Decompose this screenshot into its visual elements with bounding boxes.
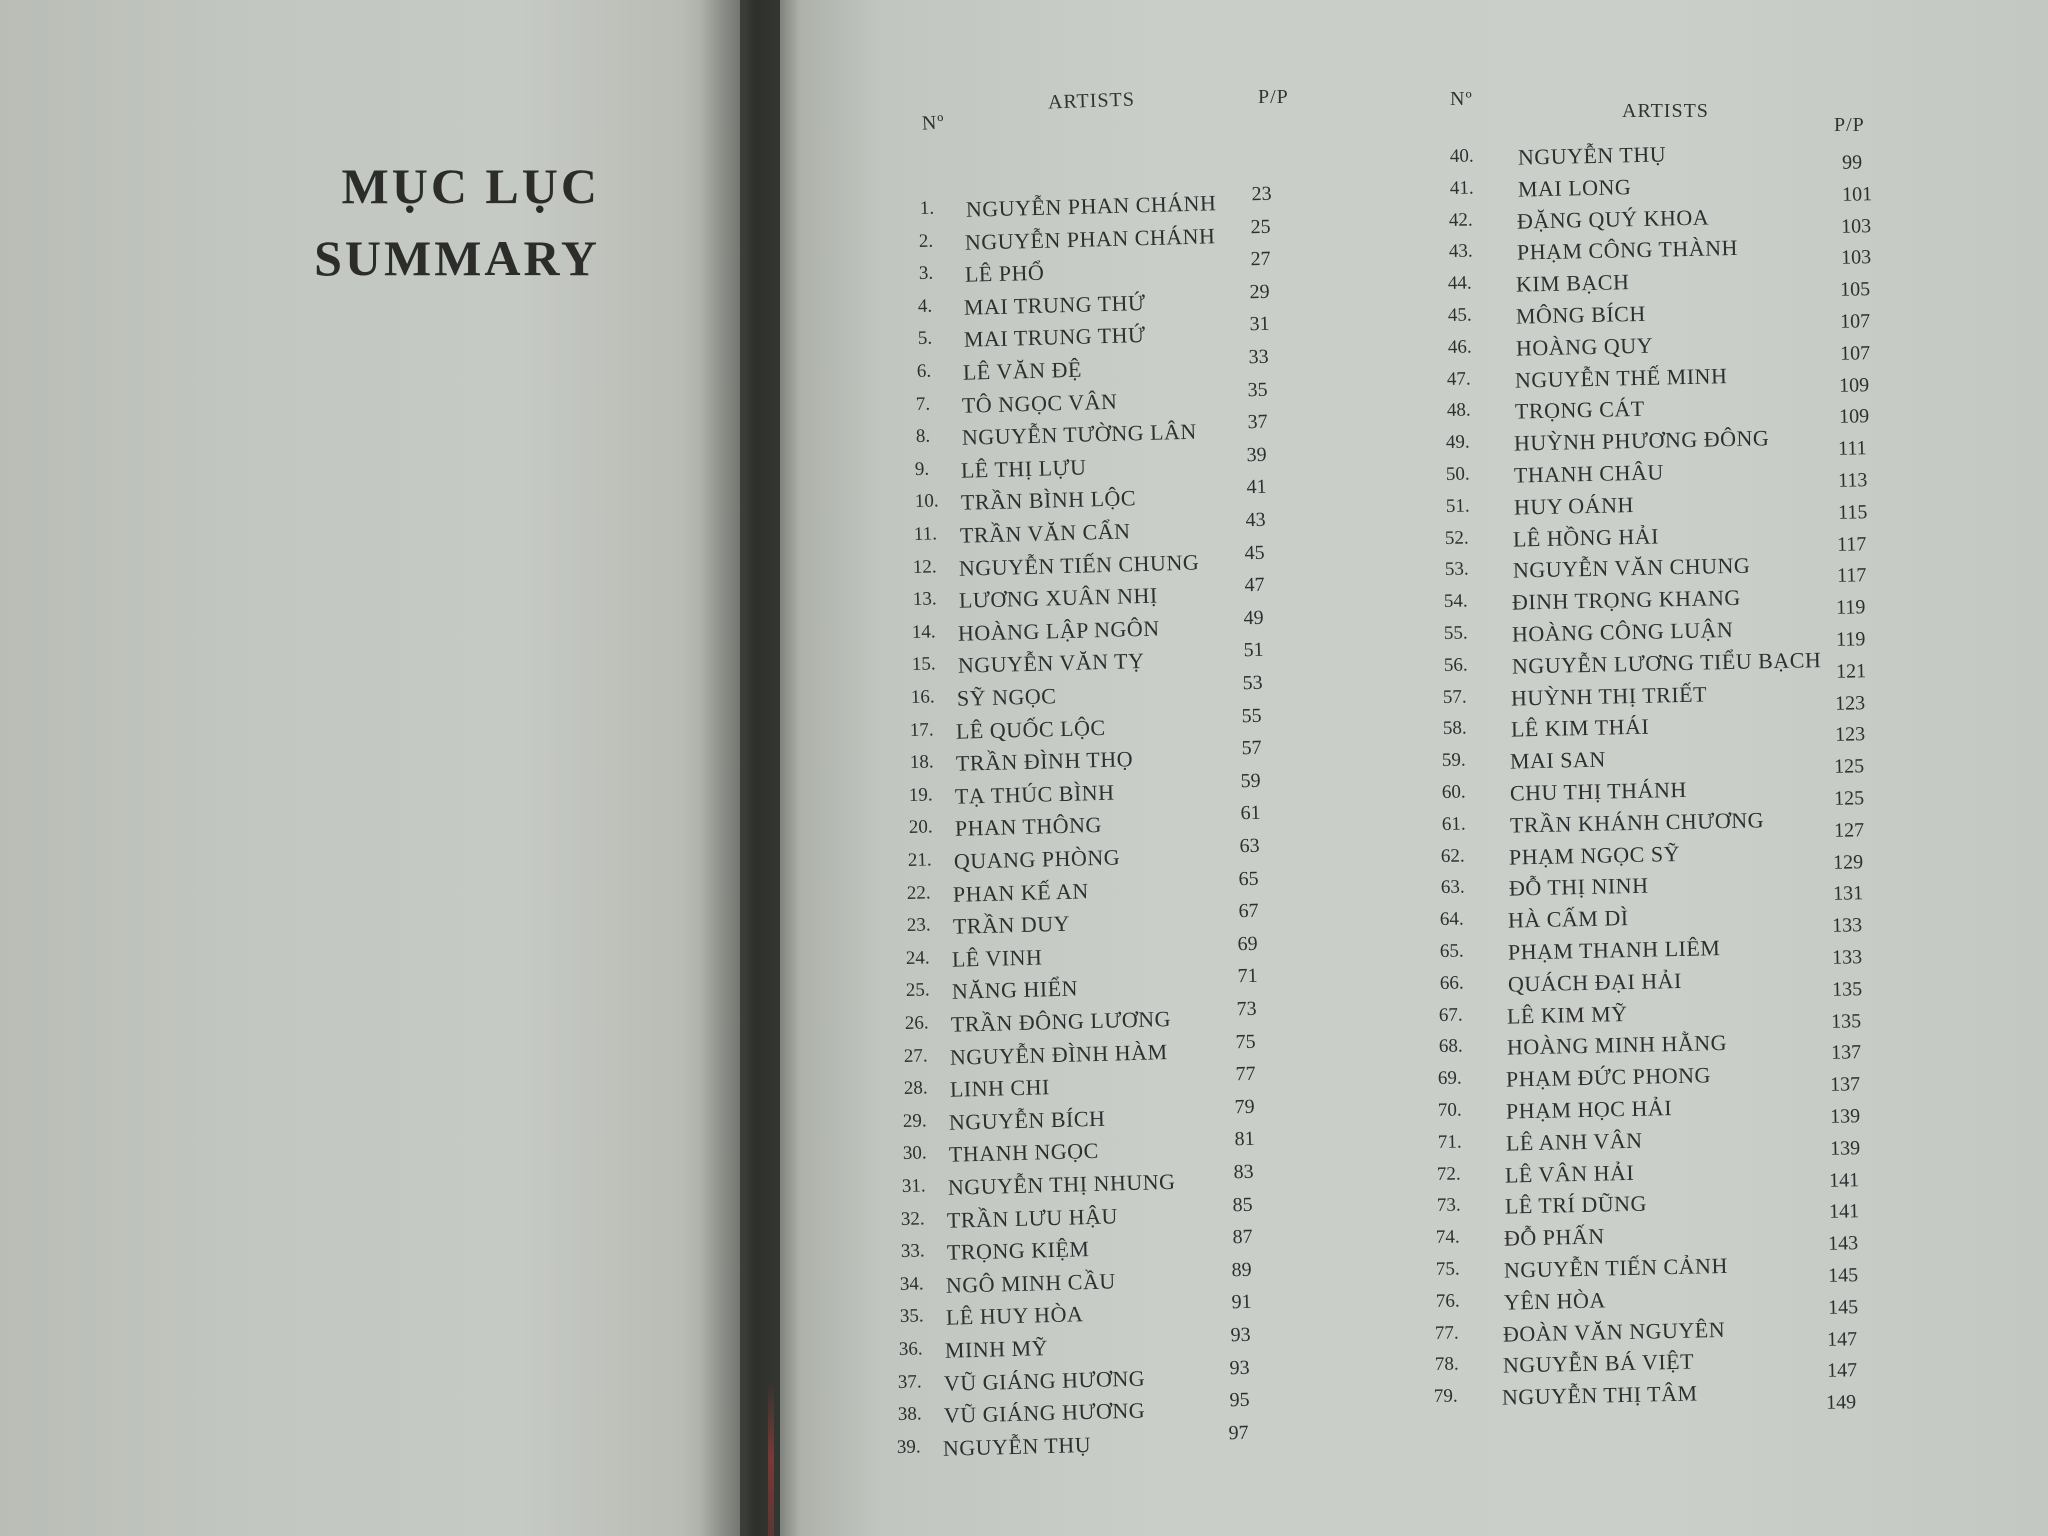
entry-number: 51. [1445, 495, 1470, 517]
artist-name: NGUYỄN BÍCH [948, 1105, 1106, 1135]
entry-number: 17. [909, 718, 935, 741]
artist-name: THANH CHÂU [1513, 459, 1664, 488]
toc-entry [1434, 1316, 1858, 1353]
artist-name: LÊ KIM THÁI [1510, 714, 1650, 742]
entry-number: 22. [906, 881, 932, 904]
page-number: 55 [1241, 704, 1263, 727]
entry-number: 4. [917, 295, 933, 317]
title-english: SUMMARY [314, 230, 600, 286]
toc-entry [1438, 1000, 1862, 1035]
artist-name: NĂNG HIỂN [951, 975, 1078, 1005]
artist-name: NGUYỄN PHAN CHÁNH [965, 190, 1217, 222]
entry-number: 62. [1440, 845, 1466, 867]
entry-number: 45. [1447, 304, 1472, 326]
page-number: 117 [1837, 532, 1867, 556]
entry-number: 37. [897, 1370, 923, 1393]
artist-name: VŨ GIÁNG HƯƠNG [943, 1365, 1146, 1396]
entry-number: 42. [1448, 209, 1474, 231]
entry-number: 65. [1439, 940, 1464, 962]
page-number: 131 [1832, 882, 1864, 906]
page-number: 35 [1247, 378, 1269, 401]
page-number: 69 [1237, 932, 1259, 956]
artist-name: NGUYỄN VĂN TỴ [957, 648, 1145, 679]
entry-number: 64. [1440, 908, 1465, 931]
page-number: 141 [1828, 1200, 1860, 1224]
toc-entry [1440, 840, 1864, 876]
artist-name: LÊ VINH [951, 944, 1043, 972]
entry-number: 29. [902, 1110, 928, 1132]
page-number: 87 [1232, 1225, 1253, 1249]
entry-number: 33. [900, 1240, 925, 1263]
page-number: 91 [1230, 1291, 1252, 1314]
toc-entry [1447, 300, 1871, 335]
page-number: 139 [1829, 1105, 1861, 1128]
entry-number: 34. [899, 1273, 925, 1295]
toc-entry [1444, 584, 1867, 621]
page-number: 49 [1243, 606, 1265, 630]
artist-name: TRẦN DUY [952, 910, 1071, 939]
entry-number: 25. [905, 979, 930, 1002]
artist-name: HOÀNG MINH HẰNG [1506, 1030, 1728, 1060]
page-number: 147 [1827, 1327, 1858, 1351]
page-number: 135 [1831, 1009, 1862, 1033]
artist-name: NGUYỄN TƯỜNG LÂN [961, 418, 1197, 450]
entry-number: 67. [1438, 1004, 1464, 1026]
page-number: 107 [1839, 310, 1871, 333]
entry-number: 11. [913, 523, 938, 545]
artist-name: TRẦN ĐÌNH THỌ [955, 746, 1134, 776]
entry-number: 79. [1434, 1385, 1459, 1408]
page-number: 93 [1229, 1356, 1251, 1379]
page-number: 93 [1230, 1323, 1251, 1347]
artist-name: MAI SAN [1510, 746, 1607, 774]
artist-name: ĐOÀN VĂN NGUYÊN [1502, 1316, 1726, 1347]
artist-name: LÊ HUY HÒA [945, 1301, 1084, 1331]
entry-number: 53. [1444, 558, 1469, 581]
entry-number: 71. [1437, 1131, 1462, 1153]
page-number: 129 [1833, 850, 1864, 874]
entry-number: 30. [902, 1142, 927, 1165]
page-number: 65 [1238, 867, 1260, 890]
toc-entry [1444, 523, 1867, 558]
col1-header-no: Nº [921, 111, 946, 135]
artist-name: PHAN KẾ AN [952, 877, 1090, 907]
artist-name: LÊ ANH VÂN [1505, 1127, 1643, 1156]
page-number: 125 [1833, 787, 1865, 810]
toc-entry [1446, 425, 1868, 462]
page-number: 113 [1837, 469, 1868, 492]
entry-number: 75. [1435, 1258, 1460, 1280]
entry-number: 47. [1446, 368, 1472, 390]
entry-number: 3. [918, 262, 934, 285]
artist-name: NGUYỄN PHAN CHÁNH [964, 222, 1217, 255]
entry-number: 1. [919, 197, 935, 219]
toc-entry [1449, 174, 1872, 208]
col1-header-pp: P/P [1258, 86, 1289, 108]
page-number: 57 [1241, 736, 1262, 760]
entry-number: 52. [1444, 527, 1470, 549]
artist-name: ĐỖ PHẤN [1504, 1223, 1606, 1251]
artist-name: TRẦN VĂN CẨN [959, 518, 1131, 548]
toc-entry [1440, 873, 1864, 907]
artist-name: HUỲNH THỊ TRIẾT [1510, 681, 1708, 711]
artist-name: LÊ KIM MỸ [1506, 1000, 1628, 1029]
toc-entry [898, 1323, 1251, 1369]
artist-name: HOÀNG LẬP NGÔN [957, 615, 1161, 646]
artist-name: NGUYỄN BÁ VIỆT [1502, 1348, 1695, 1378]
page-number: 119 [1835, 628, 1866, 651]
toc-entry [1448, 204, 1872, 240]
entry-number: 21. [907, 849, 932, 871]
toc-entry [1438, 1062, 1861, 1098]
entry-number: 39. [896, 1436, 922, 1458]
artist-name: QUÁCH ĐẠI HẢI [1507, 967, 1682, 997]
artist-name: HUỲNH PHƯƠNG ĐÔNG [1514, 425, 1770, 456]
entry-number: 12. [912, 555, 938, 578]
entry-number: 38. [897, 1403, 922, 1426]
col2-header-artists: ARTISTS [1622, 100, 1709, 122]
entry-number: 9. [914, 458, 930, 480]
artist-name: ĐINH TRỌNG KHANG [1512, 584, 1742, 615]
toc-entry [1434, 1348, 1858, 1384]
artist-name: NGUYỄN THỊ NHUNG [947, 1168, 1176, 1200]
entry-number: 44. [1448, 272, 1473, 295]
page-number: 99 [1841, 151, 1863, 174]
toc-entry [1445, 491, 1868, 526]
page-number: 27 [1250, 247, 1271, 271]
toc-entry [1434, 1380, 1857, 1416]
page-number: 103 [1841, 214, 1872, 238]
page-number: 135 [1831, 977, 1862, 1001]
page-number: 25 [1250, 215, 1272, 238]
artist-name: YÊN HÒA [1503, 1287, 1606, 1315]
entry-number: 46. [1447, 336, 1472, 358]
col2-header-no: Nº [1450, 88, 1473, 110]
artist-name: PHAN THÔNG [954, 812, 1102, 842]
artist-name: NGUYỄN THỤ [1517, 141, 1667, 170]
artist-name: LÊ PHỔ [964, 259, 1045, 287]
page-number: 109 [1839, 373, 1870, 397]
toc-entry [1448, 269, 1871, 303]
artist-name: MAI TRUNG THỨ [963, 322, 1146, 353]
page-number: 115 [1837, 500, 1868, 524]
page-number: 31 [1248, 313, 1270, 336]
artist-name: TRẦN ĐÔNG LƯƠNG [950, 1006, 1172, 1037]
toc-entry [1447, 332, 1870, 367]
entry-number: 63. [1440, 876, 1465, 899]
entry-number: 7. [915, 393, 931, 415]
entry-number: 13. [912, 588, 937, 611]
toc-entry [1440, 905, 1863, 939]
toc-entry [1436, 1159, 1860, 1194]
page-number: 85 [1232, 1193, 1254, 1216]
page-number: 59 [1240, 769, 1262, 793]
page-number: 145 [1827, 1295, 1858, 1319]
entry-number: 74. [1436, 1226, 1461, 1249]
artist-name: SỸ NGỌC [956, 683, 1057, 711]
page-number: 119 [1836, 596, 1867, 619]
page-number: 123 [1835, 691, 1866, 715]
toc-entry [1443, 646, 1866, 685]
entry-number: 28. [903, 1077, 928, 1100]
artist-name: MÔNG BÍCH [1515, 300, 1646, 329]
toc-entry [1449, 141, 1863, 176]
toc-entry [1444, 552, 1867, 589]
entry-number: 20. [908, 816, 933, 839]
page-number: 145 [1827, 1264, 1859, 1287]
page-number: 33 [1248, 345, 1269, 369]
page-number: 97 [1228, 1421, 1250, 1445]
toc-entry [1442, 714, 1866, 748]
artist-name: HOÀNG QUY [1515, 332, 1653, 361]
artist-name: LÊ HỒNG HẢI [1512, 523, 1660, 552]
page-number: 95 [1229, 1388, 1250, 1412]
entry-number: 5. [917, 328, 932, 350]
page-number: 41 [1245, 476, 1267, 499]
entry-number: 58. [1442, 717, 1467, 740]
entry-number: 76. [1435, 1290, 1460, 1312]
page-number: 125 [1834, 755, 1865, 778]
artist-name: LÊ TRÍ DŨNG [1504, 1190, 1647, 1219]
page-number: 133 [1831, 946, 1863, 969]
entry-number: 66. [1439, 972, 1464, 994]
toc-entry [1448, 235, 1872, 271]
entry-number: 68. [1438, 1035, 1463, 1058]
entry-number: 43. [1448, 240, 1473, 263]
page-number: 121 [1835, 659, 1866, 683]
toc-entry [1446, 396, 1870, 430]
entry-number: 41. [1449, 177, 1474, 199]
page-number: 101 [1841, 182, 1872, 206]
entry-number: 14. [911, 621, 937, 643]
artist-name: MINH MỸ [944, 1335, 1049, 1363]
col1-header-artists: ARTISTS [1047, 88, 1136, 114]
artist-name: MAI TRUNG THỨ [963, 289, 1147, 320]
artist-name: TRỌNG KIỆM [946, 1236, 1090, 1265]
toc-entry [1445, 459, 1868, 494]
page-number: 53 [1242, 671, 1263, 695]
entry-number: 48. [1446, 399, 1471, 422]
page-number: 77 [1235, 1062, 1256, 1086]
page-number: 79 [1234, 1095, 1256, 1119]
toc-entry [1437, 1095, 1861, 1130]
entry-number: 54. [1444, 590, 1469, 613]
page-number: 103 [1840, 246, 1872, 270]
page-number: 73 [1236, 997, 1257, 1021]
entry-number: 31. [901, 1175, 926, 1197]
toc-entry [1436, 1190, 1860, 1225]
artist-name: QUANG PHÒNG [953, 844, 1121, 874]
entry-number: 27. [903, 1044, 929, 1067]
entry-number: 18. [909, 751, 934, 774]
toc-entry [1439, 967, 1862, 1003]
artist-name: CHU THỊ THÁNH [1509, 776, 1687, 806]
artist-name: TẠ THÚC BÌNH [954, 779, 1115, 809]
artist-name: LÊ THỊ LỰU [960, 454, 1087, 483]
page-number: 45 [1244, 541, 1266, 564]
entry-number: 15. [911, 653, 936, 676]
entry-number: 2. [918, 230, 934, 252]
artist-name: MAI LONG [1517, 174, 1632, 202]
page-number: 67 [1238, 899, 1259, 923]
entry-number: 26. [904, 1012, 929, 1034]
entry-number: 40. [1449, 145, 1474, 167]
artist-name: NGUYỄN LƯƠNG TIỂU BẠCH [1511, 646, 1822, 679]
toc-entry [1446, 362, 1870, 399]
artist-name: PHẠM HỌC HẢI [1505, 1095, 1673, 1124]
toc-entry [1442, 746, 1865, 780]
toc-entry [1442, 681, 1866, 717]
page-number: 51 [1242, 639, 1264, 662]
col2-header-pp: P/P [1834, 114, 1865, 136]
artist-name: PHẠM CÔNG THÀNH [1516, 235, 1738, 265]
toc-entry [1438, 1030, 1862, 1066]
artist-name: NGUYỄN THẾ MINH [1514, 362, 1728, 393]
artist-name: LƯƠNG XUÂN NHỊ [958, 582, 1158, 613]
toc-entry [1443, 616, 1866, 653]
page-number: 109 [1838, 405, 1870, 429]
entry-number: 6. [916, 360, 932, 382]
page-number: 83 [1233, 1160, 1254, 1184]
entry-number: 49. [1446, 431, 1471, 454]
toc-entry [896, 1421, 1250, 1467]
artist-name: LINH CHI [949, 1074, 1050, 1102]
toc-entry [1437, 1127, 1860, 1162]
artist-name: NGÔ MINH CẦU [945, 1268, 1117, 1298]
toc-entry [1441, 807, 1864, 844]
page-number: 37 [1247, 410, 1268, 434]
entry-number: 32. [900, 1207, 926, 1230]
entry-number: 69. [1438, 1067, 1463, 1090]
artist-name: PHẠM THANH LIÊM [1507, 935, 1721, 965]
artist-name: THANH NGỌC [948, 1138, 1099, 1168]
toc-entry [1439, 935, 1863, 971]
entry-number: 73. [1436, 1194, 1461, 1217]
artist-name: NGUYỄN ĐÌNH HÀM [949, 1038, 1169, 1070]
entry-number: 61. [1441, 813, 1466, 835]
page-number: 147 [1826, 1359, 1858, 1383]
artist-name: TRẦN BÌNH LỘC [960, 485, 1136, 516]
page-number: 71 [1236, 965, 1258, 988]
toc-entry [1435, 1252, 1859, 1289]
page-number: 127 [1833, 818, 1864, 842]
entry-number: 70. [1437, 1099, 1462, 1121]
entry-number: 50. [1445, 463, 1470, 485]
artist-name: ĐỖ THỊ NINH [1508, 873, 1649, 901]
artist-name: TRẦN LƯU HẬU [946, 1202, 1119, 1233]
entry-number: 55. [1443, 622, 1468, 644]
toc-entry [1435, 1287, 1858, 1321]
page-number: 111 [1838, 437, 1868, 460]
page-number: 89 [1231, 1258, 1253, 1282]
artist-name: TÔ NGỌC VÂN [961, 388, 1119, 418]
page-number: 105 [1840, 278, 1871, 301]
artist-name: KIM BẠCH [1516, 269, 1630, 297]
entry-number: 10. [914, 490, 939, 513]
artist-name: NGUYỄN VĂN CHUNG [1512, 552, 1751, 583]
artist-name: LÊ QUỐC LỘC [955, 714, 1107, 744]
page-number: 137 [1830, 1041, 1862, 1065]
page-number: 23 [1251, 182, 1272, 206]
entry-number: 8. [915, 425, 931, 448]
page-number: 61 [1239, 802, 1261, 825]
page-number: 47 [1244, 573, 1265, 597]
page-number: 43 [1245, 508, 1266, 532]
page-number: 123 [1834, 723, 1866, 747]
artist-name: TRỌNG CÁT [1514, 396, 1645, 424]
page-number: 107 [1839, 341, 1870, 365]
artist-name: ĐẶNG QUÝ KHOA [1516, 204, 1710, 234]
entry-number: 23. [906, 914, 931, 937]
entry-number: 57. [1442, 686, 1468, 708]
page-number: 143 [1828, 1232, 1859, 1255]
toc-entry [1436, 1223, 1859, 1257]
artist-name: LÊ VĂN ĐỆ [962, 356, 1083, 385]
entry-number: 36. [898, 1338, 923, 1360]
page-number: 63 [1239, 834, 1260, 858]
page-number: 133 [1832, 914, 1863, 937]
artist-name: HOÀNG CÔNG LUẬN [1511, 616, 1734, 647]
entry-number: 72. [1436, 1163, 1462, 1185]
entry-number: 59. [1442, 749, 1467, 772]
artist-name: PHẠM ĐỨC PHONG [1506, 1062, 1712, 1092]
page-number: 141 [1829, 1168, 1860, 1192]
page-number: 29 [1249, 280, 1271, 304]
artist-name: VŨ GIÁNG HƯƠNG [943, 1397, 1146, 1428]
page-number: 137 [1830, 1073, 1861, 1096]
page-number: 39 [1246, 443, 1268, 467]
entry-number: 19. [908, 784, 934, 806]
artist-name: NGUYỄN THỤ [942, 1431, 1092, 1461]
artist-name: HÀ CẤM DÌ [1508, 905, 1630, 933]
entry-number: 56. [1443, 654, 1468, 676]
title-vietnamese: MỤC LỤC [341, 158, 600, 214]
toc-entry [1441, 776, 1865, 812]
page-number: 75 [1235, 1030, 1257, 1053]
entry-number: 35. [899, 1305, 924, 1328]
entry-number: 78. [1434, 1353, 1459, 1376]
entry-number: 24. [905, 947, 931, 969]
page-number: 117 [1836, 564, 1867, 588]
artist-name: TRẦN KHÁNH CHƯƠNG [1509, 807, 1764, 838]
artist-name: NGUYỄN TIẾN CẢNH [1503, 1252, 1729, 1283]
page-number: 139 [1829, 1136, 1860, 1160]
page-number: 81 [1233, 1128, 1255, 1151]
artist-name: NGUYỄN TIẾN CHUNG [958, 549, 1200, 581]
entry-number: 16. [910, 686, 935, 708]
entry-number: 60. [1441, 781, 1466, 803]
artist-name: PHẠM NGỌC SỸ [1508, 840, 1681, 870]
page-number: 149 [1826, 1391, 1857, 1414]
artist-name: LÊ VÂN HẢI [1504, 1159, 1635, 1188]
artist-name: HUY OÁNH [1513, 491, 1634, 520]
entry-number: 77. [1434, 1322, 1460, 1344]
artist-name: NGUYỄN THỊ TÂM [1502, 1380, 1699, 1410]
